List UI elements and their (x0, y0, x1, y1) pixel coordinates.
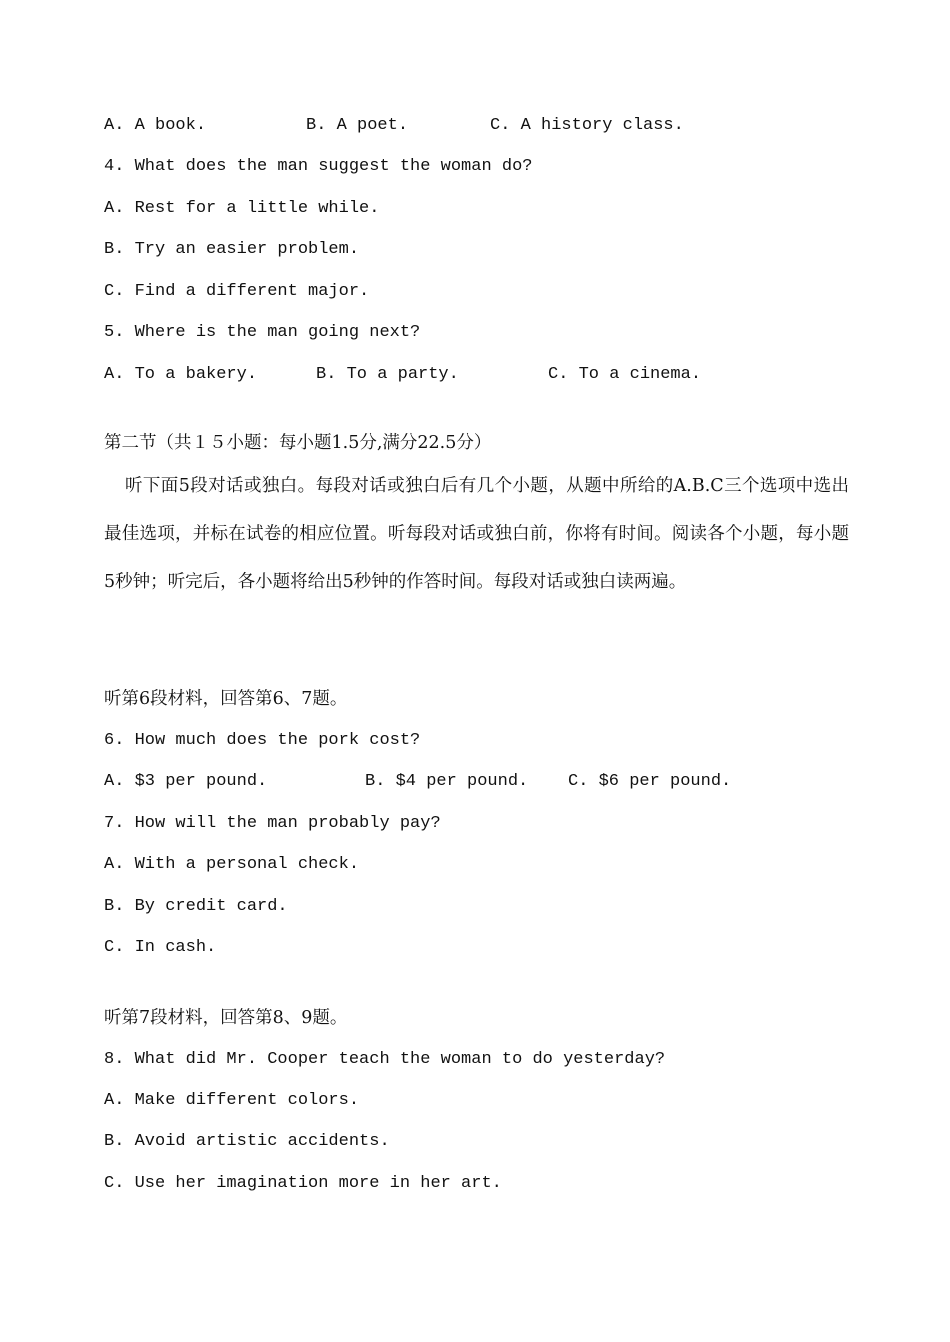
q5-option-b: B. To a party. (316, 365, 459, 384)
q3-option-a: A. A book. (104, 116, 207, 135)
q7-option-a: A. With a personal check. (104, 855, 360, 874)
q7-option-c: C. In cash. (104, 938, 217, 957)
q6-option-c: C. $6 per pound. (568, 772, 732, 791)
q5-option-a: A. To a bakery. (104, 365, 258, 384)
section2-instructions: 听下面5段对话或独白。每段对话或独白后有几个小题，从题中所给的A.B.C三个选项中选出最佳选项，并标在试卷的相应位置。听每段对话或独白前，你将有时间。阅读各个小题，每小题5秒钟；听完后，各小题将给出5秒钟的作答时间。每段对话或独白读两遍。 (104, 476, 849, 592)
q8-option-a: A. Make different colors. (104, 1091, 360, 1110)
q5-question: 5. Where is the man going next? (104, 323, 421, 342)
q6-option-a: A. $3 per pound. (104, 772, 268, 791)
q6-question: 6. How much does the pork cost? (104, 731, 421, 750)
q8-option-b: B. Avoid artistic accidents. (104, 1132, 390, 1151)
q4-option-c: C. Find a different major. (104, 282, 370, 301)
q6-option-b: B. $4 per pound. (365, 772, 529, 791)
q4-option-a: A. Rest for a little while. (104, 199, 380, 218)
q7-option-b: B. By credit card. (104, 897, 288, 916)
material6-heading: 听第6段材料，回答第6、7题。 (104, 689, 348, 709)
section2-heading: 第二节（共１５小题：每小题1.5分,满分22.5分） (104, 433, 492, 453)
q3-option-b: B. A poet. (306, 116, 409, 135)
q3-option-c: C. A history class. (490, 116, 684, 135)
q8-option-c: C. Use her imagination more in her art. (104, 1174, 502, 1193)
q4-question: 4. What does the man suggest the woman do? (104, 157, 533, 176)
q7-question: 7. How will the man probably pay? (104, 814, 441, 833)
q5-option-c: C. To a cinema. (548, 365, 702, 384)
q8-question: 8. What did Mr. Cooper teach the woman to do yesterday? (104, 1050, 666, 1069)
q4-option-b: B. Try an easier problem. (104, 240, 360, 259)
material7-heading: 听第7段材料，回答第8、9题。 (104, 1008, 348, 1028)
